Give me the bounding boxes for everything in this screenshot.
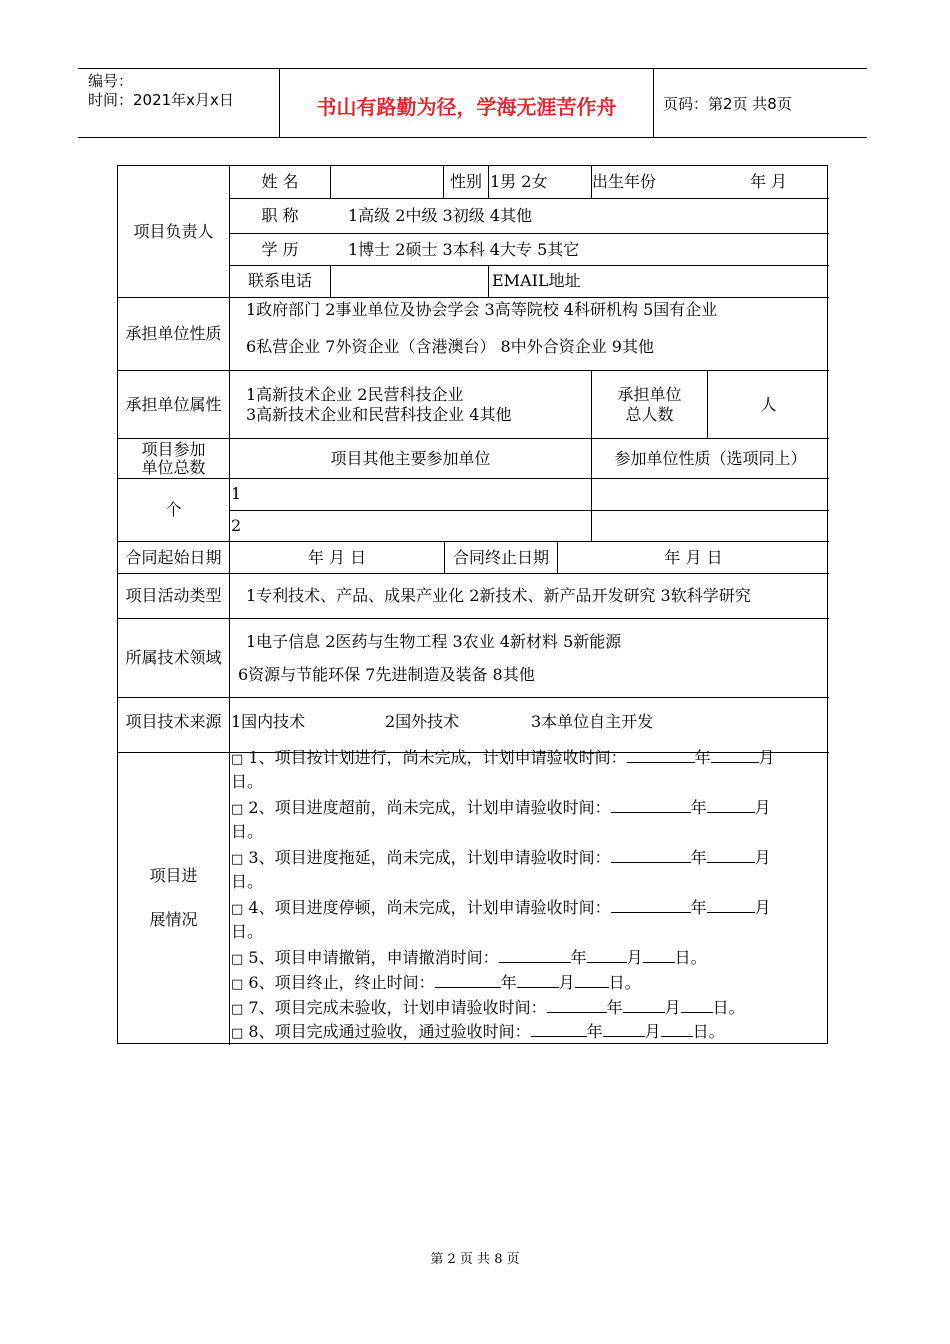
progress-item-1[interactable] — [231, 748, 775, 770]
row-divider — [118, 438, 829, 439]
total-staff-label: 总人数 — [625, 405, 674, 424]
month-label: 月 — [558, 973, 575, 992]
checkbox-icon[interactable]: □ — [231, 952, 244, 967]
year-label: 年 — [694, 748, 711, 767]
progress-item-text: 2、项目进度超前，尚未完成，计划申请验收时间： — [248, 798, 611, 817]
year-blank[interactable] — [435, 973, 501, 988]
year-label: 年 — [690, 798, 707, 817]
checkbox-icon[interactable]: □ — [231, 802, 244, 817]
checkbox-icon[interactable]: □ — [231, 752, 244, 767]
name-label: 姓 名 — [261, 172, 299, 191]
progress-item-7[interactable] — [231, 998, 745, 1020]
month-blank[interactable] — [707, 898, 755, 913]
unit-nature-options-2[interactable]: 6私营企业 7外资企业（含港澳台） 8中外合资企业 9其他 — [246, 337, 654, 356]
activity-type-label: 项目活动类型 — [125, 586, 222, 605]
participant-count-label: 项目参加 — [141, 440, 206, 459]
row-divider — [118, 370, 829, 371]
progress-item-text: 4、项目进度停顿，尚未完成，计划申请验收时间： — [248, 898, 611, 917]
progress-item-text: 3、项目进度拖延，尚未完成，计划申请验收时间： — [248, 848, 611, 867]
participant-nature-header: 参加单位性质（选项同上） — [614, 449, 807, 468]
row-divider — [118, 297, 829, 298]
header-divider — [653, 69, 654, 137]
year-label: 年 — [606, 998, 623, 1017]
participant-row-number: 1 — [231, 484, 242, 503]
total-staff-label: 承担单位 — [617, 385, 682, 404]
row-divider — [230, 233, 829, 234]
row-divider — [118, 573, 829, 574]
phone-field[interactable] — [331, 271, 488, 291]
progress-item-6[interactable] — [231, 973, 641, 995]
phone-label: 联系电话 — [247, 271, 312, 290]
year-label: 年 — [690, 898, 707, 917]
participant-unit-field[interactable] — [243, 516, 589, 536]
name-field[interactable] — [331, 172, 443, 192]
unit-attr-options-2[interactable]: 3高新技术企业和民营科技企业 4其他 — [246, 405, 512, 424]
progress-item-3-day: 日。 — [231, 872, 264, 891]
unit-attr-options-1[interactable]: 1高新技术企业 2民营科技企业 — [246, 385, 464, 404]
project-form-table — [117, 165, 828, 1044]
month-label: 月 — [754, 848, 771, 867]
row-divider — [230, 510, 829, 511]
year-blank[interactable] — [611, 848, 691, 863]
day-blank[interactable] — [681, 998, 713, 1013]
row-divider — [118, 697, 829, 698]
start-date-value[interactable]: 年 月 日 — [307, 548, 367, 567]
year-label: 年 — [500, 973, 517, 992]
row-divider — [118, 618, 829, 619]
row-divider — [118, 541, 829, 542]
header-info — [88, 72, 234, 110]
month-label: 月 — [644, 1022, 661, 1041]
column-divider — [488, 166, 489, 198]
month-blank[interactable] — [711, 748, 759, 763]
day-blank[interactable] — [643, 948, 675, 963]
tech-source-label: 项目技术来源 — [125, 712, 222, 731]
day-blank[interactable] — [575, 973, 609, 988]
month-label: 月 — [754, 798, 771, 817]
participant-row-number: 2 — [231, 516, 242, 535]
progress-item-2-day: 日。 — [231, 822, 264, 841]
progress-item-4-day: 日。 — [231, 922, 264, 941]
year-blank[interactable] — [611, 898, 691, 913]
year-blank[interactable] — [627, 748, 695, 763]
year-blank[interactable] — [499, 948, 571, 963]
tech-source-option[interactable]: 2国外技术 — [385, 712, 460, 731]
progress-item-1-day: 日。 — [231, 772, 264, 791]
page-header — [78, 68, 867, 138]
progress-item-8[interactable] — [231, 1022, 725, 1044]
unit-nature-label: 承担单位性质 — [125, 324, 222, 343]
progress-item-text: 7、项目完成未验收，计划申请验收时间： — [248, 998, 547, 1017]
checkbox-icon[interactable]: □ — [231, 902, 244, 917]
tech-source-option[interactable]: 1国内技术 — [231, 712, 306, 731]
row-divider — [118, 478, 829, 479]
page-footer: 第 2 页 共 8 页 — [430, 1252, 520, 1267]
day-label: 日。 — [692, 1022, 725, 1041]
progress-item-3[interactable] — [231, 848, 771, 870]
year-blank[interactable] — [531, 1022, 587, 1037]
progress-item-2[interactable] — [231, 798, 771, 820]
year-label: 年 — [570, 948, 587, 967]
progress-item-text: 5、项目申请撤销，申请撤消时间： — [248, 948, 499, 967]
end-date-label: 合同终止日期 — [452, 548, 549, 567]
progress-item-text: 8、项目完成通过验收，通过验收时间： — [248, 1022, 531, 1041]
column-divider — [229, 166, 230, 1045]
header-slogan: 书山有路勤为径，学海无涯苦作舟 — [316, 95, 617, 119]
birth-year-value[interactable]: 年 月 — [749, 172, 788, 191]
progress-item-text: 1、项目按计划进行，尚未完成，计划申请验收时间： — [248, 748, 627, 767]
year-blank[interactable] — [611, 798, 691, 813]
gender-options[interactable]: 1男 2女 — [490, 172, 548, 191]
progress-item-5[interactable] — [231, 948, 707, 970]
day-blank[interactable] — [661, 1022, 693, 1037]
participant-count-label: 单位总数 — [141, 458, 206, 477]
month-blank[interactable] — [623, 998, 665, 1013]
email-label: EMAIL地址 — [492, 271, 581, 290]
leader-section-label: 项目负责人 — [133, 222, 214, 241]
title-label: 职 称 — [261, 206, 299, 225]
year-label: 年 — [690, 848, 707, 867]
document-number-label: 编号： — [88, 72, 134, 90]
checkbox-icon[interactable]: □ — [231, 977, 244, 992]
tech-field-label: 所属技术领域 — [125, 648, 222, 667]
day-label: 日。 — [674, 948, 707, 967]
year-blank[interactable] — [547, 998, 607, 1013]
title-options[interactable]: 1高级 2中级 3初级 4其他 — [348, 206, 532, 225]
month-blank[interactable] — [707, 798, 755, 813]
tech-field-options-1[interactable]: 1电子信息 2医药与生物工程 3农业 4新材料 5新能源 — [246, 632, 622, 651]
checkbox-icon[interactable]: □ — [231, 852, 244, 867]
month-label: 月 — [626, 948, 643, 967]
birth-year-label: 出生年份 — [592, 172, 657, 191]
education-label: 学 历 — [261, 240, 299, 259]
progress-item-4[interactable] — [231, 898, 771, 920]
column-divider — [488, 265, 489, 297]
year-label: 年 — [586, 1022, 603, 1041]
month-label: 月 — [754, 898, 771, 917]
gender-label: 性别 — [449, 172, 482, 191]
participant-unit-field[interactable] — [243, 484, 589, 504]
progress-label: 展情况 — [149, 910, 198, 929]
month-label: 月 — [758, 748, 775, 767]
row-divider — [230, 198, 829, 199]
tech-source-option[interactable]: 3本单位自主开发 — [531, 712, 654, 731]
other-units-header: 项目其他主要参加单位 — [330, 449, 491, 468]
education-options[interactable]: 1博士 2硕士 3本科 4大专 5其它 — [348, 240, 580, 259]
day-label: 日。 — [608, 973, 641, 992]
unit-nature-options-1[interactable]: 1政府部门 2事业单位及协会学会 3高等院校 4科研机构 5国有企业 — [246, 300, 718, 319]
checkbox-icon[interactable]: □ — [231, 1002, 244, 1017]
month-blank[interactable] — [707, 848, 755, 863]
start-date-label: 合同起始日期 — [125, 548, 222, 567]
email-field[interactable] — [592, 271, 829, 291]
row-divider — [230, 265, 829, 266]
month-blank[interactable] — [603, 1022, 645, 1037]
month-label: 月 — [664, 998, 681, 1017]
month-blank[interactable] — [517, 973, 559, 988]
checkbox-icon[interactable]: □ — [231, 1026, 244, 1041]
document-time: 时间：2021年x月x日 — [88, 91, 234, 109]
header-page-number: 页码：第2页 共8页 — [663, 95, 792, 113]
tech-field-options-2[interactable]: 6资源与节能环保 7先进制造及装备 8其他 — [238, 665, 535, 684]
month-blank[interactable] — [587, 948, 627, 963]
participant-count-unit[interactable]: 个 — [165, 500, 182, 519]
progress-label: 项目进 — [149, 866, 198, 885]
activity-type-options[interactable]: 1专利技术、产品、成果产业化 2新技术、新产品开发研究 3软科学研究 — [246, 586, 751, 605]
unit-attr-label: 承担单位属性 — [125, 395, 222, 414]
end-date-value[interactable]: 年 月 日 — [664, 548, 723, 567]
progress-item-text: 6、项目终止，终止时间： — [248, 973, 435, 992]
total-staff-unit[interactable]: 人 — [760, 395, 777, 414]
day-label: 日。 — [712, 998, 745, 1017]
